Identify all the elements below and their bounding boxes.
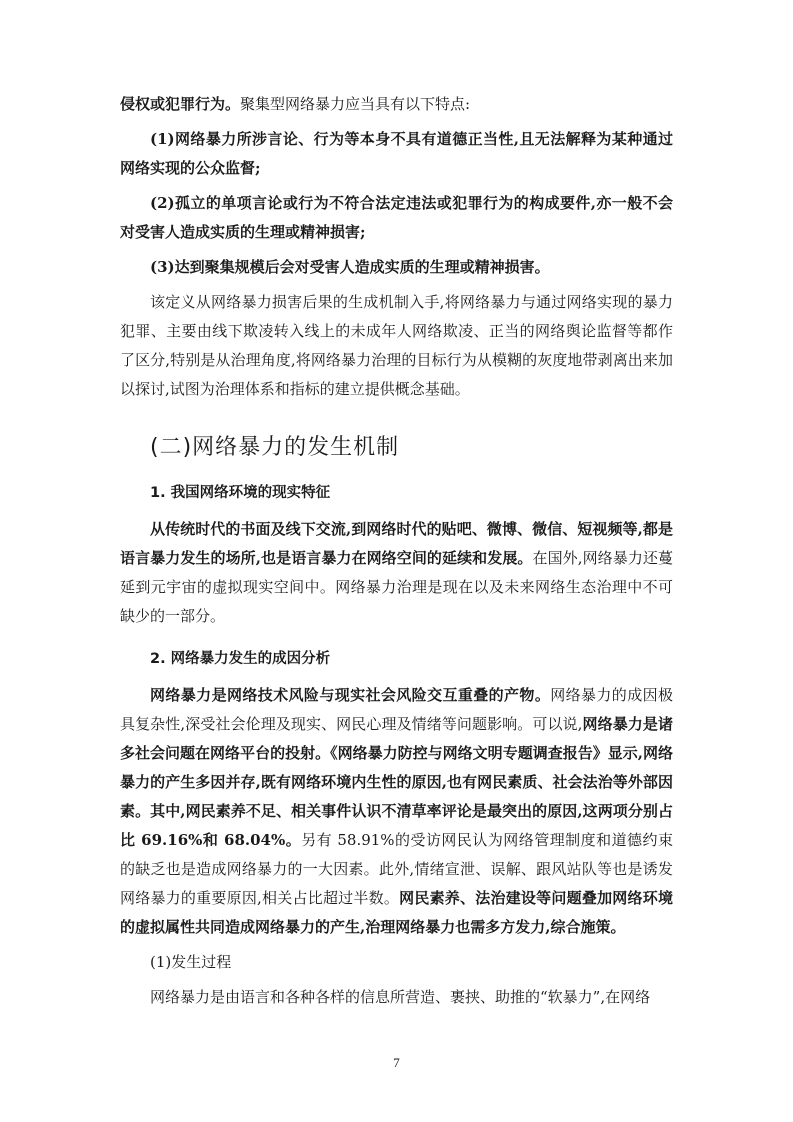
- intro-paragraph: [120, 90, 673, 119]
- subsection-heading-2: 2. 网络暴力发生的成因分析: [150, 651, 331, 667]
- s2-bold-2: 网络暴力是诸多社会问题在网络平台的投射。《网络暴力防控与网络文明专题调查报告》显示,网络暴力的产生多因并存,既有网络环境内生性的原因,也有网民素质、社会法治等外部因素。其中,网民素养不足、相关事件认识不清草率评论是最突出的原因,这两项分别占比 69.16%和 68.04%。: [120, 715, 673, 849]
- process-paragraph: 网络暴力是由语言和各种各样的信息所营造、裹挟、助推的“软暴力”,在网络: [150, 988, 651, 1006]
- subsection-1-bold: 从传统时代的书面及线下交流,到网络时代的贴吧、微博、微信、短视频等,都是语言暴力发生的场所,也是语言暴力在网络空间的延续和发展。: [120, 520, 673, 567]
- feature-item-2: (2)孤立的单项言论或行为不符合法定违法或犯罪行为的构成要件,亦一般不会对受害人造成实质的生理或精神损害;: [120, 194, 673, 241]
- subsection-2-paragraph: [120, 681, 673, 942]
- subheading-process: (1)发生过程: [150, 953, 232, 971]
- page-number: 7: [393, 1055, 400, 1070]
- subsection-1-paragraph: [120, 515, 673, 631]
- intro-bold: 侵权或犯罪行为。: [120, 95, 241, 113]
- intro-text: 聚集型网络暴力应当具有以下特点:: [240, 95, 471, 113]
- s2-text-2: 另有 58.91%的受访网民认为网络管理制度和道德约束的缺乏也是造成网络暴力的一大因素。此外,情绪宣泄、误解、跟风站队等也是诱发网络暴力的重要原因,相关占比超过半数。: [120, 831, 673, 907]
- subsection-1-text: 在国外,网络暴力还蔓延到元宇宙的虚拟现实空间中。网络暴力治理是现在以及未来网络生态治理中不可缺少的一部分。: [120, 549, 673, 625]
- definition-paragraph: 该定义从网络暴力损害后果的生成机制入手,将网络暴力与通过网络实现的暴力犯罪、主要由线下欺凌转入线上的未成年人网络欺凌、正当的网络舆论监督等都作了区分,特别是从治理角度,将网络暴力治理的目标行为从模糊的灰度地带剥离出来加以探讨,试图为治理体系和指标的建立提供概念基础。: [120, 293, 673, 398]
- feature-item-1: (1)网络暴力所涉言论、行为等本身不具有道德正当性,且无法解释为某种通过网络实现的公众监督;: [120, 130, 673, 177]
- s2-bold-3: 网民素养、法治建设等问题叠加网络环境的虚拟属性共同造成网络暴力的产生,治理网络暴力也需多方发力,综合施策。: [120, 889, 673, 936]
- section-heading: (二)网络暴力的发生机制: [150, 435, 400, 460]
- subsection-heading-1: 1. 我国网络环境的现实特征: [150, 485, 331, 501]
- s2-bold-1: 网络暴力是网络技术风险与现实社会风险交互重叠的产物。: [150, 686, 551, 704]
- feature-item-3: (3)达到聚集规模后会对受害人造成实质的生理或精神损害。: [150, 258, 550, 276]
- s2-text-1: 网络暴力的成因极具复杂性,深受社会伦理及现实、网民心理及情绪等问题影响。可以说,: [120, 686, 673, 733]
